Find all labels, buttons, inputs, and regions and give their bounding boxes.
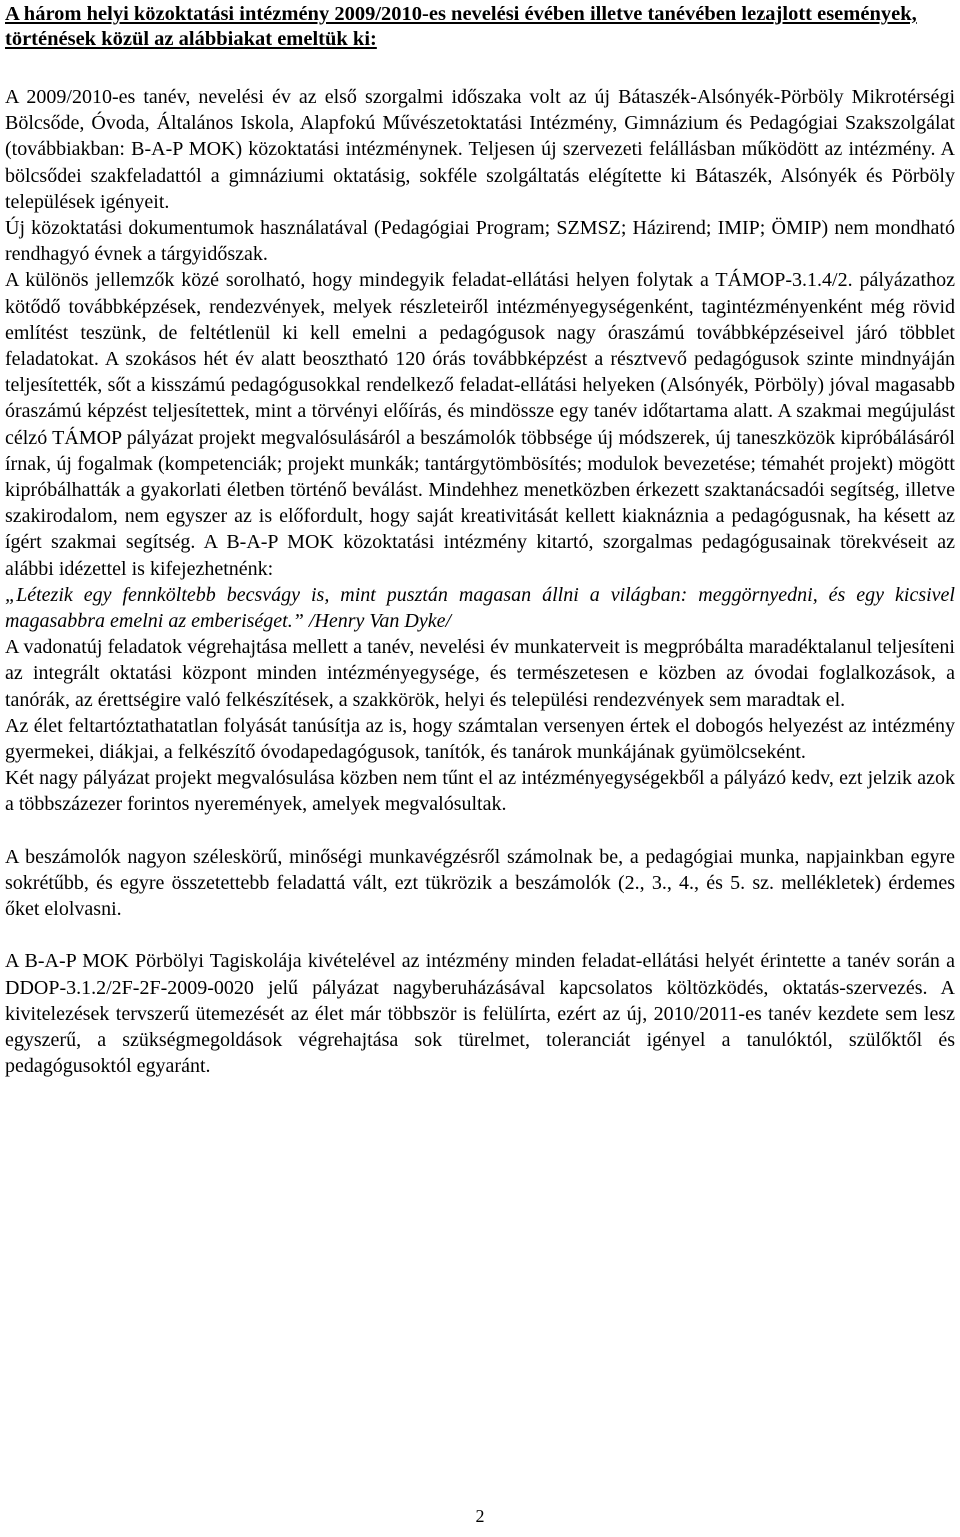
page-number: 2 [475,1506,485,1526]
paragraph-gap [5,922,955,948]
paragraph: A beszámolók nagyon széleskörű, minőségi munkavégzésről számolnak be, a pedagógiai munka, napjainkban egyre sokrétűbb, és egyre összetettebb feladattá vált, ezt tükrözik a beszámolók (2., 3., 4., és 5. sz. mellékletek) érdemes őket elolvasni. [5,845,955,921]
quote-author: /Henry Van Dyke/ [303,610,452,633]
paragraph: Két nagy pályázat projekt megvalósulása közben nem tűnt el az intézményegységekből a pályázó kedv, ezt jelzik azok a többszázezer forintos nyeremények, amelyek megvalósultak. [5,767,955,816]
paragraph: A 2009/2010-es tanév, nevelési év az első szorgalmi időszaka volt az új Bátaszék-Alsónyék-Pörböly Mikrotérségi Bölcsőde, Óvoda, Általános Iskola, Alapfokú Művészetoktatási Intézmény, Gimnázium és Pedagógiai Szakszolgálat (továbbiakban: B-A-P MOK) közoktatási intézménynek. Teljesen új szervezeti felállásban működött az intézmény. A bölcsődei szakfeladattól a gimnáziumi oktatásig, sokféle szolgáltatás elégítette ki Bátaszék, Alsónyék és Pörböly települések igényeit. [5,86,955,213]
quote-paragraph [5,582,955,634]
document-page [5,0,955,1079]
body-text [5,84,955,1079]
paragraph: A különös jellemzők közé sorolható, hogy mindegyik feladat-ellátási helyen folytak a TÁMOP-3.1.4/2. pályázathoz kötődő továbbképzések, rendezvények, melyek részleteiről intézményegységenként, tagintézményenként még rövid említést teszünk, de feltétlenül ki kell emelni a pedagógusok nagy óraszámú továbbképzéseivel járó többlet feladatokat. A szokásos hét év alatt beosztható 120 órás továbbképzést a résztvevő pedagógusok szinte mindnyáján teljesítették, sőt a kisszámú pedagógusokkal rendelkező feladat-ellátási helyeken (Alsónyék, Pörböly) jóval magasabb óraszámú képzést teljesítettek, mint a törvényi előírás, és mindössze egy tanév időtartama alatt. A szakmai megújulást célzó TÁMOP pályázat projekt megvalósulásáról a beszámolók többsége új módszerek, új taneszközök kipróbálásáról írnak, új fogalmak (kompetenciák; projekt munkák; tantárgytömbösítés; modulok bevezetése; témahét projekt) mögött kipróbálhatták a gyakorlati életben történő beválást. Mindehhez menetközben érkezett szaktanácsadói segítség, illetve szakirodalom, nem egyszer az is előfordult, hogy saját kreativitását kellett kiaknáznia a pedagógusnak, ha késett az ígért szakmai segítség. A B-A-P MOK közoktatási intézmény kitartó, szorgalmas pedagógusainak törekvéseit az alábbi idézettel is kifejezhetnénk: [5,269,955,580]
paragraph: A vadonatúj feladatok végrehajtása mellett a tanév, nevelési év munkaterveit is megpróbálta maradéktalanul teljesíteni az integrált oktatási központ minden intézményegysége, és természetesen e közben az óvodai foglalkozások, a tanórák, az érettségire való felkészítések, a szakkörök, helyi és települési rendezvények sem maradtak el. [5,636,955,711]
section-heading: A három helyi közoktatási intézmény 2009/2010-es nevelési évében illetve tanévében lezajlott események, történések közül az alábbiakat emeltük ki: [5,3,917,50]
paragraph: Az élet feltartóztathatatlan folyását tanúsítja az is, hogy számtalan versenyen értek el dobogós helyezést az intézmény gyermekei, diákjai, a felkészítő óvodapedagógusok, tanítók, és tanárok munkájának gyümölcseként. [5,714,955,764]
paragraph: Új közoktatási dokumentumok használatával (Pedagógiai Program; SZMSZ; Házirend; IMIP; ÖMIP) nem mondható rendhagyó évnek a tárgyidőszak. [5,217,955,266]
paragraph: A B-A-P MOK Pörbölyi Tagiskolája kivételével az intézmény minden feladat-ellátási helyét érintette a tanév során a DDOP-3.1.2/2F-2F-2009-0020 jelű pályázat nagyberuházásával kapcsolatos költözködés, oktatás-szervezés. A kivitelezések tervszerű ütemezését az élet már többször is felülírta, ezért az új, 2010/2011-es tanév kezdete sem lesz egyszerű, a szükségmegoldások végrehajtása sok türelmet, toleranciát igényel a tanulóktól, szülőktől és pedagógusoktól egyaránt. [5,950,955,1078]
paragraph-gap [5,818,955,844]
quote-text: „Létezik egy fennköltebb becsvágy is, mint pusztán magasan állni a világban: meggörnyedni, és egy kicsivel magasabbra emelni az emberiséget.” [5,583,955,633]
